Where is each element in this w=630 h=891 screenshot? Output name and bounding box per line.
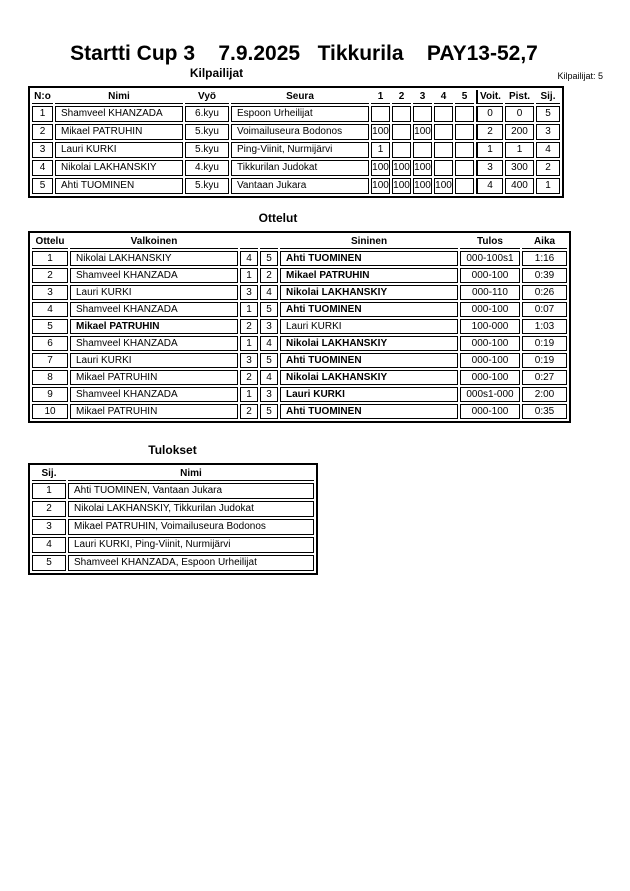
matches-table xyxy=(28,231,571,423)
cell-score-3: 100 xyxy=(413,160,432,176)
cell-time: 0:19 xyxy=(522,353,567,368)
cell-club: Ping-Viinit, Nurmijärvi xyxy=(231,142,369,158)
cell-place: 4 xyxy=(536,142,560,158)
cell-score-5 xyxy=(455,178,474,194)
cell-blue-name: Ahti TUOMINEN xyxy=(280,353,458,368)
cell-belt: 6.kyu xyxy=(185,106,229,122)
cell-time: 0:27 xyxy=(522,370,567,385)
cell-blue-number: 5 xyxy=(260,251,278,266)
cell-name: Nikolai LAKHANSKIY xyxy=(55,160,183,176)
cell-white-number: 3 xyxy=(240,353,258,368)
cell-result: 000s1-000 xyxy=(460,387,520,402)
cell-score-4 xyxy=(434,160,453,176)
cell-score-5 xyxy=(455,124,474,140)
cell-points: 400 xyxy=(505,178,534,194)
cell-match-number: 4 xyxy=(32,302,68,317)
col-header-seura: Seura xyxy=(231,90,369,104)
cell-name-club: Shamveel KHANZADA, Espoon Urheilijat xyxy=(68,555,314,571)
col-header-4: 4 xyxy=(434,90,453,104)
col-header-aika: Aika xyxy=(522,235,567,249)
cell-blue-number: 4 xyxy=(260,285,278,300)
cell-white-name: Shamveel KHANZADA xyxy=(70,302,238,317)
cell-time: 0:39 xyxy=(522,268,567,283)
cell-number: 3 xyxy=(32,142,53,158)
competitors-table xyxy=(28,86,564,198)
cell-place: 2 xyxy=(536,160,560,176)
cell-name-club: Nikolai LAKHANSKIY, Tikkurilan Judokat xyxy=(68,501,314,517)
cell-match-number: 7 xyxy=(32,353,68,368)
cell-place: 1 xyxy=(32,483,66,499)
cell-white-number: 2 xyxy=(240,370,258,385)
cell-blue-name: Nikolai LAKHANSKIY xyxy=(280,370,458,385)
cell-wins: 1 xyxy=(476,142,503,158)
col-header-2: 2 xyxy=(392,90,411,104)
cell-points: 1 xyxy=(505,142,534,158)
cell-white-number: 1 xyxy=(240,387,258,402)
cell-name-club: Lauri KURKI, Ping-Viinit, Nurmijärvi xyxy=(68,537,314,553)
cell-score-5 xyxy=(455,142,474,158)
cell-score-4 xyxy=(434,142,453,158)
cell-number: 4 xyxy=(32,160,53,176)
cell-blue-number: 4 xyxy=(260,370,278,385)
cell-points: 300 xyxy=(505,160,534,176)
cell-white-name: Shamveel KHANZADA xyxy=(70,387,238,402)
cell-name: Shamveel KHANZADA xyxy=(55,106,183,122)
cell-score-1: 100 xyxy=(371,124,390,140)
cell-match-number: 8 xyxy=(32,370,68,385)
competitor-row xyxy=(32,160,560,176)
cell-wins: 0 xyxy=(476,106,503,122)
result-row xyxy=(32,501,314,517)
cell-score-3 xyxy=(413,142,432,158)
match-row xyxy=(32,353,567,368)
cell-score-5 xyxy=(455,160,474,176)
cell-white-number: 3 xyxy=(240,285,258,300)
cell-match-number: 5 xyxy=(32,319,68,334)
table-header-row xyxy=(32,90,560,104)
cell-score-2 xyxy=(392,124,411,140)
col-header-sij: Sij. xyxy=(32,467,66,481)
cell-score-4 xyxy=(434,106,453,122)
match-row xyxy=(32,319,567,334)
cell-match-number: 1 xyxy=(32,251,68,266)
cell-blue-name: Nikolai LAKHANSKIY xyxy=(280,285,458,300)
cell-wins: 2 xyxy=(476,124,503,140)
cell-belt: 5.kyu xyxy=(185,178,229,194)
cell-time: 0:26 xyxy=(522,285,567,300)
final-results-table xyxy=(28,463,318,575)
match-row xyxy=(32,404,567,419)
col-header-3: 3 xyxy=(413,90,432,104)
col-header-tulos: Tulos xyxy=(460,235,520,249)
cell-time: 0:07 xyxy=(522,302,567,317)
match-row xyxy=(32,285,567,300)
cell-club: Espoon Urheilijat xyxy=(231,106,369,122)
col-header-whitenum xyxy=(240,235,258,249)
competitor-row xyxy=(32,124,560,140)
match-row xyxy=(32,268,567,283)
cell-time: 0:35 xyxy=(522,404,567,419)
cell-number: 2 xyxy=(32,124,53,140)
cell-white-name: Nikolai LAKHANSKIY xyxy=(70,251,238,266)
cell-points: 0 xyxy=(505,106,534,122)
cell-white-number: 2 xyxy=(240,319,258,334)
cell-white-name: Shamveel KHANZADA xyxy=(70,336,238,351)
cell-place: 3 xyxy=(536,124,560,140)
cell-score-2: 100 xyxy=(392,178,411,194)
cell-score-1: 1 xyxy=(371,142,390,158)
cell-match-number: 2 xyxy=(32,268,68,283)
cell-place: 4 xyxy=(32,537,66,553)
cell-blue-number: 2 xyxy=(260,268,278,283)
cell-club: Voimailuseura Bodonos xyxy=(231,124,369,140)
cell-time: 1:16 xyxy=(522,251,567,266)
cell-white-number: 1 xyxy=(240,268,258,283)
cell-score-1: 100 xyxy=(371,160,390,176)
cell-place: 5 xyxy=(536,106,560,122)
cell-white-number: 2 xyxy=(240,404,258,419)
cell-match-number: 3 xyxy=(32,285,68,300)
cell-name-club: Ahti TUOMINEN, Vantaan Jukara xyxy=(68,483,314,499)
cell-score-1: 100 xyxy=(371,178,390,194)
cell-score-1 xyxy=(371,106,390,122)
cell-score-4 xyxy=(434,124,453,140)
cell-name: Mikael PATRUHIN xyxy=(55,124,183,140)
cell-match-number: 10 xyxy=(32,404,68,419)
cell-match-number: 9 xyxy=(32,387,68,402)
section-title-kilpailijat: Kilpailijat xyxy=(189,66,244,80)
cell-blue-name: Lauri KURKI xyxy=(280,319,458,334)
cell-belt: 5.kyu xyxy=(185,124,229,140)
cell-place: 2 xyxy=(32,501,66,517)
table-header-row xyxy=(32,467,314,481)
col-header-sininen: Sininen xyxy=(280,235,458,249)
match-row xyxy=(32,387,567,402)
cell-blue-name: Nikolai LAKHANSKIY xyxy=(280,336,458,351)
cell-name: Lauri KURKI xyxy=(55,142,183,158)
cell-belt: 4.kyu xyxy=(185,160,229,176)
cell-result: 000-100s1 xyxy=(460,251,520,266)
col-header-nimi: Nimi xyxy=(68,467,314,481)
cell-score-3 xyxy=(413,106,432,122)
cell-result: 000-100 xyxy=(460,268,520,283)
cell-name-club: Mikael PATRUHIN, Voimailuseura Bodonos xyxy=(68,519,314,535)
cell-result: 000-100 xyxy=(460,302,520,317)
cell-score-2: 100 xyxy=(392,160,411,176)
cell-white-name: Lauri KURKI xyxy=(70,285,238,300)
competitor-row xyxy=(32,142,560,158)
cell-match-number: 6 xyxy=(32,336,68,351)
cell-points: 200 xyxy=(505,124,534,140)
section-title-ottelut: Ottelut xyxy=(258,211,298,225)
competitor-count: Kilpailijat: 5 xyxy=(557,71,603,81)
cell-club: Vantaan Jukara xyxy=(231,178,369,194)
result-row xyxy=(32,519,314,535)
cell-blue-name: Ahti TUOMINEN xyxy=(280,302,458,317)
result-row xyxy=(32,555,314,571)
competitor-row xyxy=(32,178,560,194)
cell-wins: 4 xyxy=(476,178,503,194)
cell-white-number: 1 xyxy=(240,336,258,351)
cell-club: Tikkurilan Judokat xyxy=(231,160,369,176)
cell-place: 3 xyxy=(32,519,66,535)
cell-white-number: 4 xyxy=(240,251,258,266)
cell-time: 2:00 xyxy=(522,387,567,402)
col-header-5: 5 xyxy=(455,90,474,104)
col-header-pist: Pist. xyxy=(505,90,534,104)
cell-result: 000-100 xyxy=(460,370,520,385)
cell-blue-number: 3 xyxy=(260,387,278,402)
cell-number: 1 xyxy=(32,106,53,122)
cell-blue-number: 5 xyxy=(260,353,278,368)
competition-title: Startti Cup 3 7.9.2025 Tikkurila PAY13-52,7 xyxy=(70,42,538,65)
cell-white-name: Lauri KURKI xyxy=(70,353,238,368)
col-header-valkoinen: Valkoinen xyxy=(70,235,238,249)
competitor-row xyxy=(32,106,560,122)
cell-result: 000-100 xyxy=(460,353,520,368)
col-header-bluenum xyxy=(260,235,278,249)
col-header-no: N:o xyxy=(32,90,53,104)
cell-blue-number: 5 xyxy=(260,302,278,317)
cell-time: 1:03 xyxy=(522,319,567,334)
table-header-row xyxy=(32,235,567,249)
col-header-1: 1 xyxy=(371,90,390,104)
result-row xyxy=(32,483,314,499)
match-row xyxy=(32,336,567,351)
col-header-vyo: Vyö xyxy=(185,90,229,104)
cell-place: 5 xyxy=(32,555,66,571)
cell-white-name: Mikael PATRUHIN xyxy=(70,370,238,385)
col-header-nimi: Nimi xyxy=(55,90,183,104)
cell-score-2 xyxy=(392,142,411,158)
match-row xyxy=(32,302,567,317)
cell-score-3: 100 xyxy=(413,124,432,140)
cell-white-number: 1 xyxy=(240,302,258,317)
cell-belt: 5.kyu xyxy=(185,142,229,158)
match-row xyxy=(32,370,567,385)
cell-result: 100-000 xyxy=(460,319,520,334)
cell-white-name: Shamveel KHANZADA xyxy=(70,268,238,283)
cell-blue-name: Ahti TUOMINEN xyxy=(280,251,458,266)
match-row xyxy=(32,251,567,266)
cell-result: 000-110 xyxy=(460,285,520,300)
cell-number: 5 xyxy=(32,178,53,194)
col-header-sij: Sij. xyxy=(536,90,560,104)
cell-blue-number: 5 xyxy=(260,404,278,419)
cell-blue-name: Mikael PATRUHIN xyxy=(280,268,458,283)
cell-score-3: 100 xyxy=(413,178,432,194)
cell-blue-name: Ahti TUOMINEN xyxy=(280,404,458,419)
result-row xyxy=(32,537,314,553)
cell-score-2 xyxy=(392,106,411,122)
cell-result: 000-100 xyxy=(460,404,520,419)
col-header-voit: Voit. xyxy=(476,90,503,104)
cell-time: 0:19 xyxy=(522,336,567,351)
cell-blue-number: 3 xyxy=(260,319,278,334)
cell-name: Ahti TUOMINEN xyxy=(55,178,183,194)
cell-wins: 3 xyxy=(476,160,503,176)
cell-score-5 xyxy=(455,106,474,122)
cell-white-name: Mikael PATRUHIN xyxy=(70,404,238,419)
section-title-tulokset: Tulokset xyxy=(148,443,197,457)
cell-result: 000-100 xyxy=(460,336,520,351)
cell-blue-name: Lauri KURKI xyxy=(280,387,458,402)
col-header-ottelu: Ottelu xyxy=(32,235,68,249)
cell-blue-number: 4 xyxy=(260,336,278,351)
cell-white-name: Mikael PATRUHIN xyxy=(70,319,238,334)
cell-score-4: 100 xyxy=(434,178,453,194)
cell-place: 1 xyxy=(536,178,560,194)
